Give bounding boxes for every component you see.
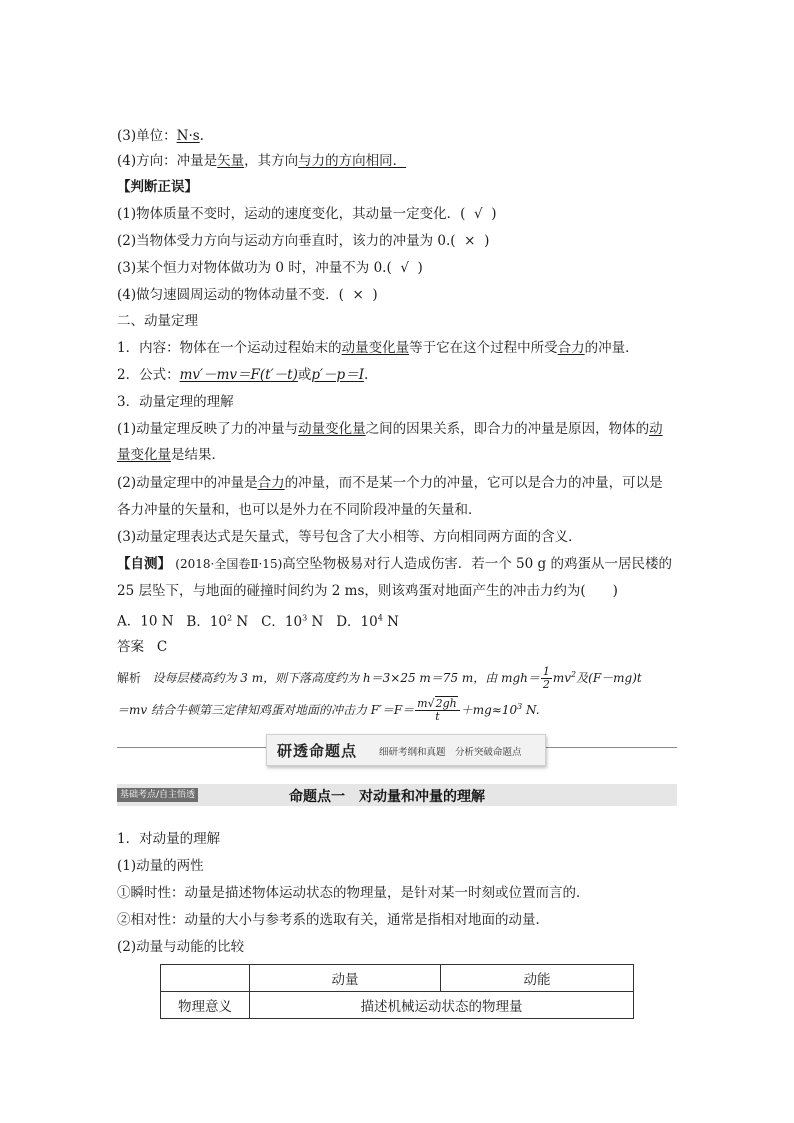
topic-bar xyxy=(117,784,677,806)
option-a: A．10 N xyxy=(117,613,174,630)
section2-heading: 二、动量定理 xyxy=(117,313,198,329)
p1-sub1: (1)动量的两性 xyxy=(117,858,204,874)
banner-rule-right xyxy=(545,747,677,748)
self-test-line2: 25 层坠下，与地面的碰撞时间约为 2 ms，则该鸡蛋对地面产生的冲击力约为( ) xyxy=(117,583,618,599)
understand-1-line1: (1)动量定理反映了力的冲量与动量变化量之间的因果关系，即合力的冲量是原因，物体的动 xyxy=(117,421,663,437)
analysis-line1: 解析 设每层楼高约为 3 m，则下落高度约为 h＝3×25 m＝75 m，由 mgh＝ $\frac{1}{2}$ $mv^2$及(F－mg)t xyxy=(117,665,642,691)
banner-title: 研透命题点 xyxy=(277,742,358,760)
p1-item2: ②相对性：动量的大小与参考系的选取有关，通常是指相对地面的动量． xyxy=(117,912,549,928)
answer-value: C xyxy=(156,639,168,655)
analysis-label: 解析 xyxy=(117,671,142,685)
judge-heading: 【判断正误】 xyxy=(117,179,198,195)
table-header-kinetic: 动能 xyxy=(441,965,634,992)
banner-rule-left xyxy=(117,747,267,748)
comparison-table xyxy=(160,964,634,1019)
option-c: C．$10^3$ N xyxy=(261,613,324,630)
unit-line: (3)单位：N·s. xyxy=(117,128,204,144)
formula-1: mv′－mv＝F(t′－t) xyxy=(179,367,298,383)
table-header-empty xyxy=(161,965,250,992)
topic-title: 命题点一 对动量和冲量的理解 xyxy=(289,789,485,805)
cross-mark: × xyxy=(352,287,364,303)
check-mark: √ xyxy=(400,260,409,276)
answer-line xyxy=(117,638,167,656)
table-row-value: 描述机械运动状态的物理量 xyxy=(250,992,634,1019)
option-d: D．$10^4$ N xyxy=(336,613,399,630)
table-header-momentum: 动量 xyxy=(250,965,441,992)
understand-1-line2: 量变化量是结果． xyxy=(117,447,225,463)
topic-tag: 基础考点/自主悟透 xyxy=(117,788,198,802)
judgment-3: (3)某个恒力对物体做功为 0 时，冲量不为 0.( √ ) xyxy=(117,260,423,276)
check-mark: √ xyxy=(473,206,483,222)
understand-2-line1: (2)动量定理中的冲量是合力的冲量，而不是某一个力的冲量，它可以是合力的冲量，可以是 xyxy=(117,475,663,491)
analysis-line2: ＝mv 结合牛顿第三定律知鸡蛋对地面的冲击力 F′＝F＝ $\frac{m√2gh}{t}$ $+mg\approx 10^3$ N. xyxy=(117,697,540,723)
understand-3-line: (3)动量定理表达式是矢量式，等号包含了大小相等、方向相同两方面的含义． xyxy=(117,529,582,545)
direction-line: (4)方向：冲量是矢量，其方向与力的方向相同． xyxy=(117,153,407,169)
judgment-4: (4)做匀速圆周运动的物体动量不变．( × ) xyxy=(117,287,378,303)
same-direction-term: 与力的方向相同． xyxy=(298,153,407,169)
formula-line: 2．公式：mv′－mv＝F(t′－t)或p′－p＝I. xyxy=(117,367,369,383)
self-test-tag: 【自测】 xyxy=(117,556,171,572)
formula-2: p′－p＝I xyxy=(311,367,365,383)
answer-label: 答案 xyxy=(117,639,144,655)
judgment-2: (2)当物体受力方向与运动方向垂直时，该力的冲量为 0.( × ) xyxy=(117,233,490,249)
self-test-source: (2018·全国卷Ⅱ·15) xyxy=(175,557,283,571)
force-fraction: $\frac{m√2gh}{t}$ xyxy=(415,698,460,723)
half-fraction: $\frac{1}{2}$ xyxy=(542,665,550,691)
table-row-label: 物理意义 xyxy=(161,992,250,1019)
understand-2-line2: 各力冲量的矢量和，也可以是外力在不同阶段冲量的矢量和． xyxy=(117,502,482,518)
section-banner xyxy=(266,734,546,766)
p1-sub2: (2)动量与动能的比较 xyxy=(117,939,245,955)
unit-label: (3)单位： xyxy=(117,128,177,144)
vector-term: 矢量 xyxy=(217,153,245,169)
unit-value: N·s xyxy=(176,128,200,144)
cross-mark: × xyxy=(464,233,476,249)
option-b: B．$10^2$ N xyxy=(186,613,249,630)
table-row xyxy=(161,992,634,1019)
p1-item1: ①瞬时性：动量是描述物体运动状态的物理量，是针对某一时刻或位置而言的． xyxy=(117,885,590,901)
self-test-line1: 【自测】 (2018·全国卷Ⅱ·15)高空坠物极易对行人造成伤害．若一个 50 g 的鸡蛋从一居民楼的 xyxy=(117,556,672,572)
understand-heading: 3．动量定理的理解 xyxy=(117,394,234,410)
judgment-1: (1)物体质量不变时，运动的速度变化，其动量一定变化．( √ ) xyxy=(117,206,497,222)
p1-heading: 1．对动量的理解 xyxy=(117,831,221,847)
banner-subtitle: 细研考纲和真题 分析突破命题点 xyxy=(379,747,522,758)
options-line xyxy=(117,609,399,631)
content-line: 1．内容：物体在一个运动过程始末的动量变化量等于它在这个过程中所受合力的冲量． xyxy=(117,340,639,356)
table-header-row xyxy=(161,965,634,992)
